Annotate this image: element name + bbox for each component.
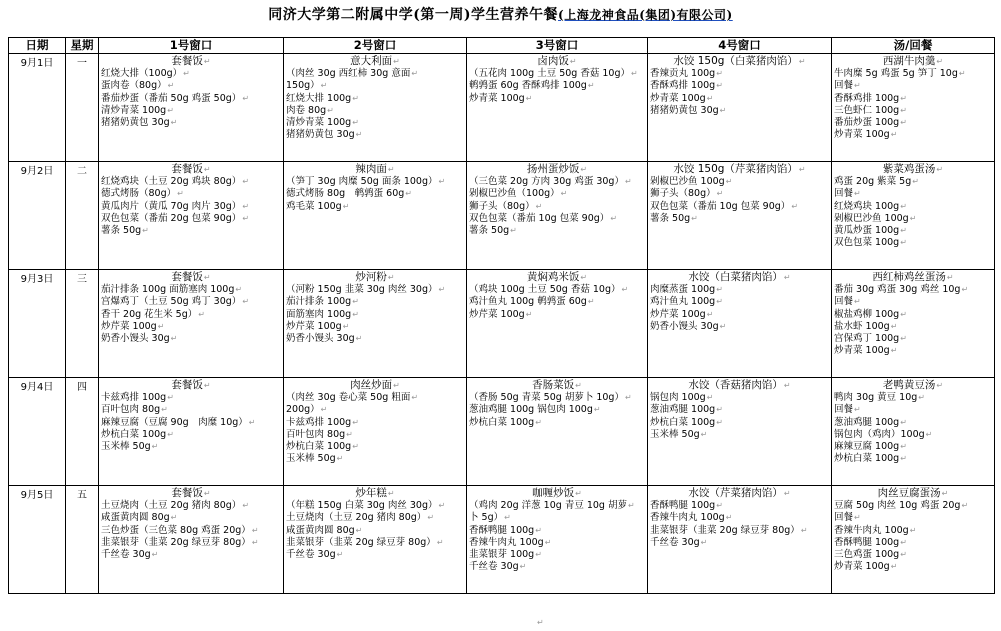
menu-item: 香酥鸭腿 100g ↵	[650, 500, 829, 512]
title-main: 同济大学第二附属中学(第一周)学生营养午餐	[268, 7, 559, 23]
menu-item: 薯条 50g ↵	[650, 213, 829, 225]
window-1-cell	[99, 378, 284, 486]
window-3-cell	[467, 486, 648, 594]
menu-item: 香辣牛肉丸 100g ↵	[650, 512, 829, 524]
menu-item: 奶香小馒头 30g ↵	[286, 333, 464, 345]
menu-item: 韭菜银芽（韭菜 20g 绿豆芽 80g） ↵	[650, 525, 829, 537]
menu-item: （河粉 150g 韭菜 30g 肉丝 30g） ↵	[286, 284, 464, 296]
menu-item: 咸蛋黄肉圆 80g ↵	[101, 512, 281, 524]
window-4-cell	[648, 270, 832, 378]
menu-item: 千丝卷 30g ↵	[469, 561, 645, 573]
menu-item: 香辣贡丸 100g ↵	[650, 68, 829, 80]
menu-item: 香酥鸡排 100g ↵	[650, 80, 829, 92]
dish-name: 水饺（芹菜猪肉馅） ↵	[650, 487, 829, 500]
soup-cell	[832, 378, 995, 486]
dish-name: 香肠菜饭 ↵	[469, 379, 645, 392]
weekday-cell: 五	[66, 486, 99, 594]
menu-item: 炒芹菜 100g ↵	[286, 321, 464, 333]
menu-item: 炒杭白菜 100g ↵	[101, 429, 281, 441]
dish-name: 扬州蛋炒饭 ↵	[469, 163, 645, 176]
menu-item: 番茄炒蛋（番茄 50g 鸡蛋 50g） ↵	[101, 93, 281, 105]
menu-item: 面筋塞肉 100g ↵	[286, 309, 464, 321]
menu-item: 玉米棒 50g ↵	[650, 429, 829, 441]
lunch-menu-table	[8, 37, 995, 594]
menu-item: 德式烤肠（80g） ↵	[101, 188, 281, 200]
window-4-cell	[648, 162, 832, 270]
menu-item: 双色包菜（番茄 20g 包菜 90g） ↵	[101, 213, 281, 225]
window-2-cell	[284, 54, 467, 162]
window-4-cell	[648, 378, 832, 486]
menu-item: 猪猪奶黄包 30g ↵	[286, 129, 464, 141]
menu-item: 奶香小馒头 30g ↵	[650, 321, 829, 333]
menu-item: 炒杭白菜 100g ↵	[469, 417, 645, 429]
window-3-cell	[467, 270, 648, 378]
table-row	[9, 378, 995, 486]
menu-item: 香酥鸭腿 100g ↵	[834, 537, 992, 549]
menu-item: 红烧鸡块（土豆 20g 鸡块 80g） ↵	[101, 176, 281, 188]
window-1-cell	[99, 162, 284, 270]
menu-item: 鹌鹑蛋 60g 香酥鸡排 100g ↵	[469, 80, 645, 92]
dish-name: 咖喱炒饭 ↵	[469, 487, 645, 500]
menu-item: 回餐 ↵	[834, 296, 992, 308]
menu-item: 茄汁排条 100g ↵	[286, 296, 464, 308]
menu-item: 剁椒巴沙鱼（100g） ↵	[469, 188, 645, 200]
window-4-cell	[648, 486, 832, 594]
window-1-cell	[99, 270, 284, 378]
table-row	[9, 54, 995, 162]
menu-item: 香辣牛肉丸 100g ↵	[834, 525, 992, 537]
dish-name: 紫菜鸡蛋汤 ↵	[834, 163, 992, 176]
menu-item: （肉丝 30g 卷心菜 50g 粗面 ↵	[286, 392, 464, 404]
weekday-cell: 二	[66, 162, 99, 270]
menu-item: （鸡块 100g 土豆 50g 香菇 10g） ↵	[469, 284, 645, 296]
menu-item: 椒盐鸡柳 100g ↵	[834, 309, 992, 321]
menu-item: 炒青菜 100g ↵	[650, 93, 829, 105]
weekday-cell: 一	[66, 54, 99, 162]
dish-name: 水饺（白菜猪肉馅） ↵	[650, 271, 829, 284]
header-soup: 汤/回餐	[832, 38, 995, 54]
menu-item: 牛肉糜 5g 鸡蛋 5g 笋丁 10g ↵	[834, 68, 992, 80]
menu-item: 香酥鸡排 100g ↵	[834, 93, 992, 105]
table-body	[9, 54, 995, 594]
menu-item: 鸡汁鱼丸 100g 鹌鹑蛋 60g ↵	[469, 296, 645, 308]
menu-item: 狮子头（80g） ↵	[469, 201, 645, 213]
menu-item: 炒青菜 100g ↵	[469, 93, 645, 105]
dish-name: 老鸭黄豆汤 ↵	[834, 379, 992, 392]
menu-item: 玉米棒 50g ↵	[286, 453, 464, 465]
menu-item: 炒芹菜 100g ↵	[101, 321, 281, 333]
menu-item: 麻辣豆腐（豆腐 90g 肉糜 10g） ↵	[101, 417, 281, 429]
table-row	[9, 270, 995, 378]
menu-item: 鸭肉 30g 黄豆 10g ↵	[834, 392, 992, 404]
menu-item: 薯条 50g ↵	[469, 225, 645, 237]
menu-item: 炒青菜 100g ↵	[834, 129, 992, 141]
menu-item: 炒青菜 100g ↵	[834, 345, 992, 357]
menu-item: （肉丝 30g 西红柿 30g 意面 ↵	[286, 68, 464, 80]
menu-item: 肉糜蒸蛋 100g ↵	[650, 284, 829, 296]
menu-item: 葱油鸡腿 100g 锅包肉 100g ↵	[469, 404, 645, 416]
menu-item: 玉米棒 50g ↵	[101, 441, 281, 453]
menu-item: 黄瓜炒蛋 100g ↵	[834, 225, 992, 237]
weekday-cell: 三	[66, 270, 99, 378]
table-header-row	[9, 38, 995, 54]
menu-item: 麻辣豆腐 100g ↵	[834, 441, 992, 453]
menu-item: 炒杭白菜 100g ↵	[650, 417, 829, 429]
dish-name: 套餐饭 ↵	[101, 379, 281, 392]
menu-item: 百叶包肉 80g ↵	[101, 404, 281, 416]
window-2-cell	[284, 162, 467, 270]
dish-name: 西红柿鸡丝蛋汤 ↵	[834, 271, 992, 284]
dish-name: 肉丝豆腐蛋汤 ↵	[834, 487, 992, 500]
menu-item: 宫保鸡丁 100g ↵	[834, 333, 992, 345]
menu-item: 剁椒巴沙鱼 100g ↵	[650, 176, 829, 188]
menu-item: 回餐 ↵	[834, 512, 992, 524]
window-3-cell	[467, 378, 648, 486]
menu-item: 三色鸡蛋 100g ↵	[834, 549, 992, 561]
dish-name: 辣肉面 ↵	[286, 163, 464, 176]
menu-item: 蛋肉卷（80g） ↵	[101, 80, 281, 92]
menu-item: 盐水虾 100g ↵	[834, 321, 992, 333]
menu-item: 150g） ↵	[286, 80, 464, 92]
menu-item: 千丝卷 30g ↵	[101, 549, 281, 561]
menu-item: 咸蛋黄肉圆 80g ↵	[286, 525, 464, 537]
window-2-cell	[284, 486, 467, 594]
window-3-cell	[467, 54, 648, 162]
window-1-cell	[99, 486, 284, 594]
table-row	[9, 162, 995, 270]
menu-item: 番茄炒蛋 100g ↵	[834, 117, 992, 129]
page-title	[0, 4, 1001, 24]
menu-item: 百叶包肉 80g ↵	[286, 429, 464, 441]
header-window-1: 1号窗口	[99, 38, 284, 54]
menu-item: 鸡汁鱼丸 100g ↵	[650, 296, 829, 308]
menu-item: 狮子头（80g） ↵	[650, 188, 829, 200]
menu-item: 宫爆鸡丁（土豆 50g 鸡丁 30g） ↵	[101, 296, 281, 308]
menu-item: 炒芹菜 100g ↵	[650, 309, 829, 321]
dish-name: 西湖牛肉羹 ↵	[834, 55, 992, 68]
dish-name: 水饺（香菇猪肉馅） ↵	[650, 379, 829, 392]
menu-item: （年糕 150g 白菜 30g 肉丝 30g） ↵	[286, 500, 464, 512]
date-cell: 9月1日	[9, 54, 66, 162]
menu-item: 德式烤肠 80g 鹌鹑蛋 60g ↵	[286, 188, 464, 200]
menu-item: 三色虾仁 100g ↵	[834, 105, 992, 117]
dish-name: 炒年糕 ↵	[286, 487, 464, 500]
menu-item: 清炒青菜 100g ↵	[101, 105, 281, 117]
table-row	[9, 486, 995, 594]
menu-item: 肉卷 80g ↵	[286, 105, 464, 117]
menu-item: 茄汁排条 100g 面筋塞肉 100g ↵	[101, 284, 281, 296]
menu-item: （香肠 50g 青菜 50g 胡萝卜 10g） ↵	[469, 392, 645, 404]
menu-item: 黄瓜肉片（黄瓜 70g 肉片 30g） ↵	[101, 201, 281, 213]
dish-name: 水饺 150g（白菜猪肉馅） ↵	[650, 55, 829, 68]
dish-name: 炒河粉 ↵	[286, 271, 464, 284]
menu-item: 双色包菜（番茄 10g 包菜 90g） ↵	[650, 201, 829, 213]
menu-item: 番茄 30g 鸡蛋 30g 鸡丝 10g ↵	[834, 284, 992, 296]
menu-item: 炒杭白菜 100g ↵	[834, 453, 992, 465]
menu-item: 千丝卷 30g ↵	[650, 537, 829, 549]
menu-item: 清炒青菜 100g ↵	[286, 117, 464, 129]
menu-item: 韭菜银芽（韭菜 20g 绿豆芽 80g） ↵	[101, 537, 281, 549]
menu-item: 香酥鸭腿 100g ↵	[469, 525, 645, 537]
header-weekday: 星期	[66, 38, 99, 54]
title-supplier: (上海龙神食品(集团)有限公司)	[558, 8, 733, 22]
date-cell: 9月3日	[9, 270, 66, 378]
menu-item: （鸡肉 20g 洋葱 10g 青豆 10g 胡萝 ↵	[469, 500, 645, 512]
menu-item: 土豆烧肉（土豆 20g 猪肉 80g） ↵	[286, 512, 464, 524]
menu-item: 薯条 50g ↵	[101, 225, 281, 237]
menu-item: （三色菜 20g 方肉 30g 鸡蛋 30g） ↵	[469, 176, 645, 188]
menu-item: 葱油鸡腿 100g ↵	[650, 404, 829, 416]
menu-item: 卜 5g） ↵	[469, 512, 645, 524]
dish-name: 意大利面 ↵	[286, 55, 464, 68]
menu-item: 回餐 ↵	[834, 404, 992, 416]
menu-item: 豆腐 50g 肉丝 10g 鸡蛋 20g ↵	[834, 500, 992, 512]
menu-item: 锅包肉（鸡肉）100g ↵	[834, 429, 992, 441]
menu-item: 猪猪奶黄包 30g ↵	[101, 117, 281, 129]
dish-name: 卤肉饭 ↵	[469, 55, 645, 68]
menu-item: 炒青菜 100g ↵	[834, 561, 992, 573]
date-cell: 9月4日	[9, 378, 66, 486]
header-window-2: 2号窗口	[284, 38, 467, 54]
menu-item: 红烧大排（100g） ↵	[101, 68, 281, 80]
date-cell: 9月5日	[9, 486, 66, 594]
menu-item: 卡兹鸡排 100g ↵	[101, 392, 281, 404]
soup-cell	[832, 54, 995, 162]
date-cell: 9月2日	[9, 162, 66, 270]
header-window-3: 3号窗口	[467, 38, 648, 54]
menu-item: 卡兹鸡排 100g ↵	[286, 417, 464, 429]
dish-name: 套餐饭 ↵	[101, 487, 281, 500]
soup-cell	[832, 486, 995, 594]
menu-item: 土豆烧肉（土豆 20g 猪肉 80g） ↵	[101, 500, 281, 512]
menu-item: 红烧大排 100g ↵	[286, 93, 464, 105]
dish-name: 肉丝炒面 ↵	[286, 379, 464, 392]
soup-cell	[832, 162, 995, 270]
header-date: 日期	[9, 38, 66, 54]
menu-item: 香辣牛肉丸 100g ↵	[469, 537, 645, 549]
menu-item: 韭菜银芽（韭菜 20g 绿豆芽 80g） ↵	[286, 537, 464, 549]
menu-item: 韭菜银芽 100g ↵	[469, 549, 645, 561]
dish-name: 水饺 150g（芹菜猪肉馅） ↵	[650, 163, 829, 176]
weekday-cell: 四	[66, 378, 99, 486]
header-window-4: 4号窗口	[648, 38, 832, 54]
dish-name: 套餐饭 ↵	[101, 55, 281, 68]
menu-item: 回餐 ↵	[834, 80, 992, 92]
menu-item: 奶香小馒头 30g ↵	[101, 333, 281, 345]
window-2-cell	[284, 378, 467, 486]
window-2-cell	[284, 270, 467, 378]
menu-item: 锅包肉 100g ↵	[650, 392, 829, 404]
menu-item: 千丝卷 30g ↵	[286, 549, 464, 561]
menu-item: 葱油鸡腿 100g ↵	[834, 417, 992, 429]
menu-item: （笋丁 30g 肉糜 50g 面条 100g） ↵	[286, 176, 464, 188]
menu-item: 炒杭白菜 100g ↵	[286, 441, 464, 453]
menu-item: 200g） ↵	[286, 404, 464, 416]
menu-item: 双色包菜（番茄 10g 包菜 90g） ↵	[469, 213, 645, 225]
menu-item: 三色炒蛋（三色菜 80g 鸡蛋 20g） ↵	[101, 525, 281, 537]
dish-name: 黄焖鸡米饭 ↵	[469, 271, 645, 284]
paragraph-mark-icon: ↵	[537, 618, 544, 627]
soup-cell	[832, 270, 995, 378]
menu-item: （五花肉 100g 土豆 50g 香菇 10g） ↵	[469, 68, 645, 80]
menu-item: 红烧鸡块 100g ↵	[834, 201, 992, 213]
menu-item: 炒芹菜 100g ↵	[469, 309, 645, 321]
menu-item: 鸡蛋 20g 紫菜 5g ↵	[834, 176, 992, 188]
dish-name: 套餐饭 ↵	[101, 271, 281, 284]
menu-item: 双色包菜 100g ↵	[834, 237, 992, 249]
menu-item: 香干 20g 花生米 5g） ↵	[101, 309, 281, 321]
menu-item: 鸡毛菜 100g ↵	[286, 201, 464, 213]
menu-item: 剁椒巴沙鱼 100g ↵	[834, 213, 992, 225]
dish-name: 套餐饭 ↵	[101, 163, 281, 176]
window-3-cell	[467, 162, 648, 270]
menu-item: 回餐 ↵	[834, 188, 992, 200]
window-1-cell	[99, 54, 284, 162]
window-4-cell	[648, 54, 832, 162]
menu-item: 猪猪奶黄包 30g ↵	[650, 105, 829, 117]
